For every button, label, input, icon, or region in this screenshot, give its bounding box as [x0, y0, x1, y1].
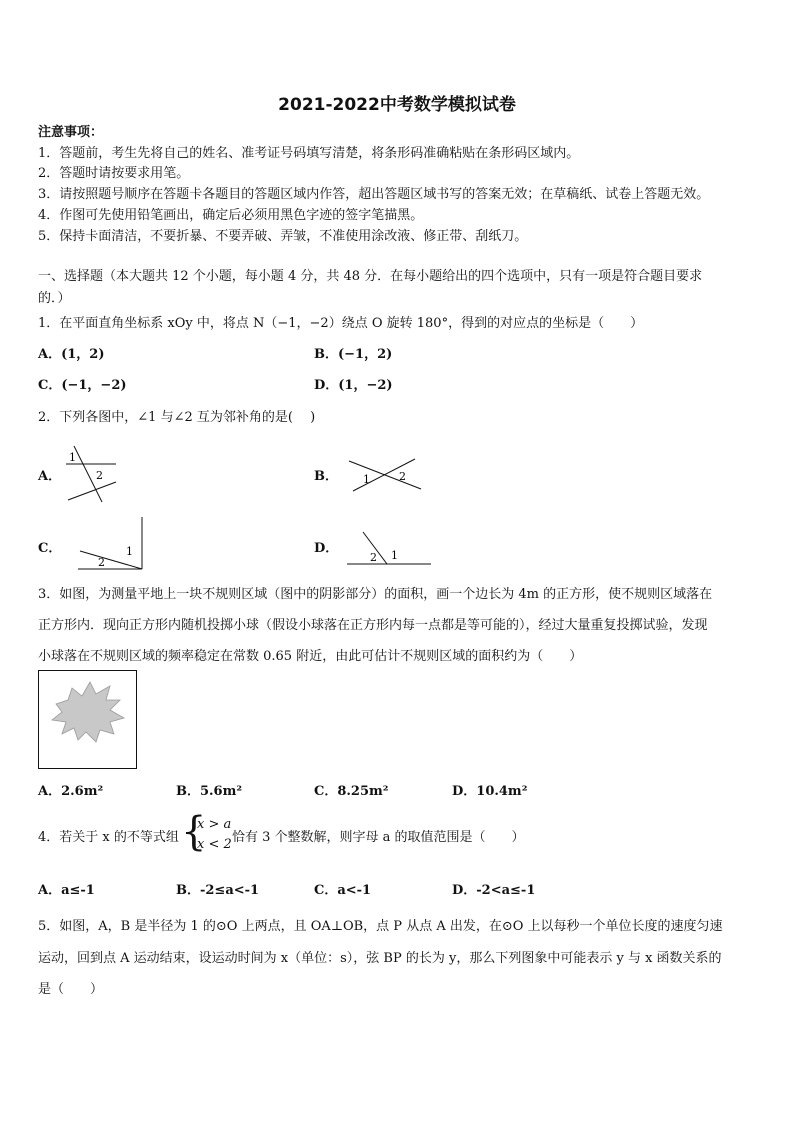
notice-item: 3．请按照题号顺序在答题卡各题目的答题区域内作答，超出答题区域书写的答案无效；在草稿纸、试卷上答题无效。 [38, 187, 710, 202]
q2-figure-d [345, 528, 435, 568]
q2-option-a[interactable]: A． [38, 469, 62, 484]
q4-option-a[interactable]: A．a≤-1 [38, 883, 95, 898]
angle-1-label: 1 [69, 451, 76, 464]
notice-item: 5．保持卡面清洁，不要折暴、不要弄破、弄皱，不准使用涂改液、修正带、刮纸刀。 [38, 229, 528, 244]
section-heading-cont: 的．） [38, 291, 71, 306]
q2-option-c[interactable]: C． [38, 541, 62, 556]
notice-heading: 注意事项： [38, 125, 104, 140]
inequality-1: x > a [197, 817, 232, 832]
q3-option-c[interactable]: C．8.25m² [314, 784, 389, 799]
question-4-stem-after: 恰有 3 个整数解，则字母 a 的取值范围是（ ） [232, 830, 525, 845]
q4-option-b[interactable]: B．-2≤a<-1 [176, 883, 260, 898]
question-5-line-1: 5．如图，A，B 是半径为 1 的⊙O 上两点，且 OA⊥OB，点 P 从点 A 出发，在⊙O 上以每秒一个单位长度的速度匀速 [38, 919, 723, 934]
question-3-line-3: 小球落在不规则区域的频率稳定在常数 0.65 附近，由此可估计不规则区域的面积约为（ ） [38, 649, 583, 664]
question-5-line-3: 是（ ） [38, 982, 104, 997]
page-title: 2021-2022中考数学模拟试卷 [278, 95, 516, 115]
question-2-stem: 2．下列各图中，∠1 与∠2 互为邻补角的是( ) [38, 410, 316, 425]
q3-option-b[interactable]: B．5.6m² [176, 784, 243, 799]
notice-item: 2．答题时请按要求用笔。 [38, 166, 190, 181]
system-brace: { [181, 809, 207, 855]
angle-1-label: 1 [391, 549, 398, 562]
question-5-line-2: 运动，回到点 A 运动结束，设运动时间为 x（单位：s），弦 BP 的长为 y，那么下列图象中可能表示 y 与 x 函数关系的 [38, 951, 722, 966]
q3-option-d[interactable]: D．10.4m² [452, 784, 528, 799]
q3-option-a[interactable]: A．2.6m² [38, 784, 104, 799]
q2-figure-b [345, 455, 425, 495]
angle-1-label: 1 [363, 473, 370, 486]
angle-1-label: 1 [126, 545, 133, 558]
question-3-line-1: 3．如图，为测量平地上一块不规则区域（图中的阴影部分）的面积，画一个边长为 4m 的正方形，使不规则区域落在 [38, 587, 713, 602]
question-3-line-2: 正方形内．现向正方形内随机投掷小球（假设小球落在正方形内每一点都是等可能的），经过大量重复投掷试验，发现 [38, 618, 708, 633]
q1-option-d[interactable]: D．(1，−2) [314, 378, 393, 393]
q4-option-c[interactable]: C．a<-1 [314, 883, 372, 898]
q1-option-b[interactable]: B．(−1，2) [314, 347, 393, 362]
section-heading: 一、选择题（本大题共 12 个小题，每小题 4 分，共 48 分．在每小题给出的四个选项中，只有一项是符合题目要求 [38, 269, 703, 284]
q1-option-a[interactable]: A．(1，2) [38, 347, 105, 362]
q2-figure-a [60, 444, 120, 504]
notice-item: 4．作图可先使用铅笔画出，确定后必须用黑色字迹的签字笔描黑。 [38, 208, 424, 223]
notice-item: 1．答题前，考生先将自己的姓名、准考证号码填写清楚，将条形码准确粘贴在条形码区域内。 [38, 146, 580, 161]
angle-2-label: 2 [399, 470, 406, 483]
q2-option-d[interactable]: D． [314, 541, 339, 556]
question-1-stem: 1．在平面直角坐标系 xOy 中，将点 N（−1，−2）绕点 O 旋转 180°，得到的对应点的坐标是（ ） [38, 316, 644, 331]
q2-option-b[interactable]: B． [314, 469, 338, 484]
angle-2-label: 2 [370, 551, 377, 564]
q4-option-d[interactable]: D．-2<a≤-1 [452, 883, 536, 898]
angle-2-label: 2 [96, 469, 103, 482]
angle-2-label: 2 [98, 556, 105, 569]
q3-square-figure [38, 670, 138, 770]
q1-option-c[interactable]: C．(−1，−2) [38, 378, 127, 393]
question-4-stem-before: 4．若关于 x 的不等式组 [38, 830, 179, 845]
q2-figure-c [76, 515, 148, 571]
inequality-2: x < 2 [197, 837, 232, 852]
